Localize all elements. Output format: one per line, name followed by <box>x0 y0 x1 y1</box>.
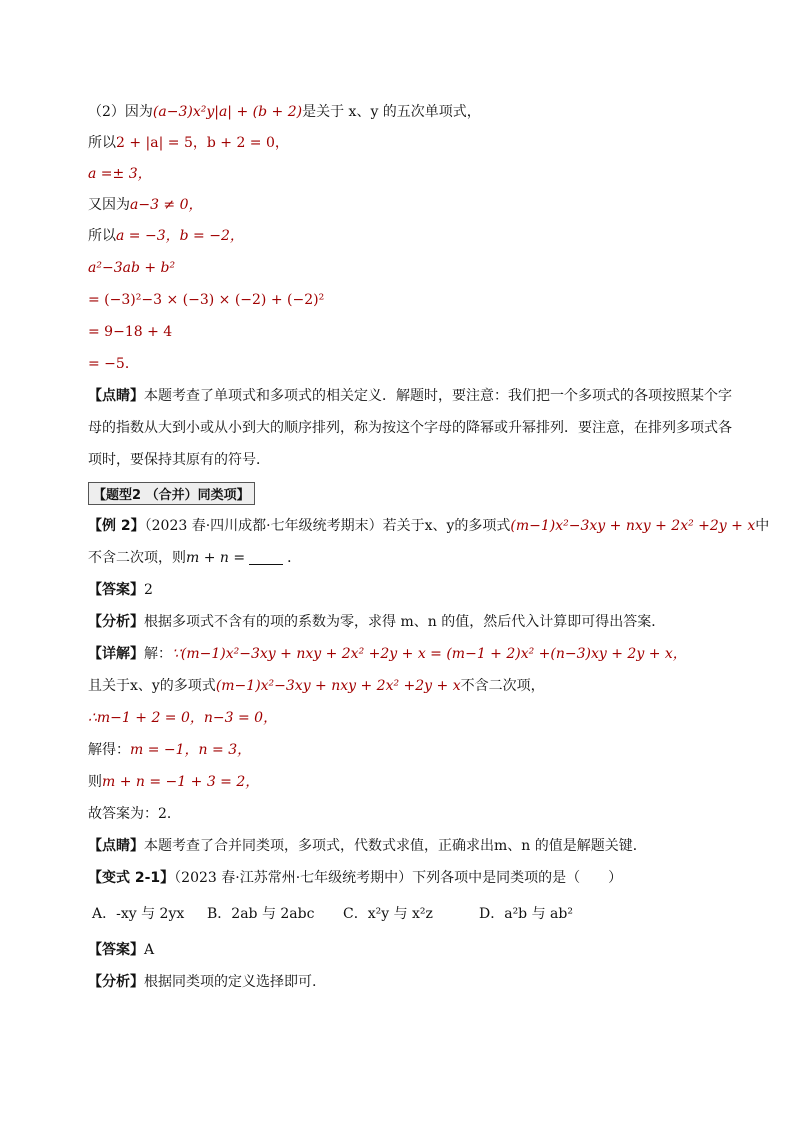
math: (a−3)x²y|a| + (b + 2) <box>152 104 303 120</box>
detail-line-4: 解得：m = −1，n = 3， <box>88 742 252 758</box>
answer1-line: 【答案】2 <box>88 582 153 598</box>
math: ∴m−1 + 2 = 0，n−3 = 0， <box>88 710 278 726</box>
section-heading: 【题型2 （合并）同类项】 <box>88 482 255 505</box>
option-a: A．-xy 与 2yx <box>92 906 185 922</box>
math: = 9−18 + 4 <box>88 324 173 340</box>
detail-line-3 <box>88 708 277 728</box>
detail-line-6: 故答案为：2． <box>88 806 181 822</box>
part2-line-4: 又因为a−3 ≠ 0， <box>88 197 203 213</box>
section-label: 【答案】 <box>88 942 144 958</box>
dianjing2-line: 【点睛】本题考查了合并同类项，多项式，代数式求值，正确求出m、n 的值是解题关键． <box>88 838 647 854</box>
section-label: 【答案】 <box>88 582 144 598</box>
option-b: B．2ab 与 2abc <box>207 906 315 922</box>
math: (m−1)x²−3xy + nxy + 2x² +2y + x <box>510 518 756 534</box>
part2-line-9 <box>88 354 139 374</box>
math: m = −1，n = 3， <box>130 742 252 758</box>
answer2-line: 【答案】A <box>88 942 155 958</box>
section-label: 【点睛】 <box>88 838 144 854</box>
part2-line-1: （2）因为(a−3)x²y|a| + (b + 2)是关于 x、y 的五次单项式， <box>88 104 481 120</box>
variant-line: 【变式 2-1】（2023 春·江苏常州·七年级统考期中）下列各项中是同类项的是（ ） <box>88 870 623 886</box>
math: ∵(m−1)x²−3xy + nxy + 2x² +2y + x = (m−1 + 2)x² +(n−3)xy + 2y + x， <box>172 646 687 662</box>
dianjing1-line-3: 项时，要保持其原有的符号． <box>88 452 270 468</box>
math: a²−3ab + b² <box>88 260 176 276</box>
section-label: 【变式 2-1】 <box>88 870 175 886</box>
math: m + n = −1 + 3 = 2， <box>102 774 260 790</box>
math: = (−3)²−3 × (−3) × (−2) + (−2)² <box>88 292 325 308</box>
part2-line-7 <box>88 290 324 310</box>
math: a =± 3， <box>88 166 152 182</box>
part2-line-6 <box>88 258 175 278</box>
dianjing1-line-1: 【点睛】本题考查了单项式和多项式的相关定义．解题时，要注意：我们把一个多项式的各项按照某个字 <box>88 388 732 404</box>
analysis2-line: 【分析】根据同类项的定义选择即可. <box>88 974 317 990</box>
part2-line-5: 所以a = −3，b = −2， <box>88 228 244 244</box>
example2-line-1: 【例 2】（2023 春·四川成都·七年级统考期末）若关于x、y的多项式(m−1)x²−3xy + nxy + 2x² +2y + x中 <box>88 518 770 534</box>
options-row <box>92 904 573 924</box>
math: a−3 ≠ 0， <box>130 197 203 213</box>
dianjing1-line-2: 母的指数从大到小或从小到大的顺序排列，称为按这个字母的降幂或升幂排列．要注意，在排列多项式各 <box>88 420 732 436</box>
part2-line-3 <box>88 164 152 184</box>
part2-line-8 <box>88 322 172 342</box>
section-label: 【例 2】 <box>88 518 145 534</box>
section-label: 【分析】 <box>88 974 144 990</box>
math: = −5． <box>88 356 139 372</box>
math: m + n = <box>186 550 246 566</box>
detail-line-2: 且关于x、y的多项式(m−1)x²−3xy + nxy + 2x² +2y + x不含二次项， <box>88 678 545 694</box>
example2-line-2: 不含二次项，则m + n = ． <box>88 550 302 566</box>
section-label: 【分析】 <box>88 614 144 630</box>
part2-line-2: 所以2 + |a| = 5，b + 2 = 0， <box>88 135 289 151</box>
math: (m−1)x²−3xy + nxy + 2x² +2y + x <box>215 678 461 694</box>
detail-line-1: 【详解】解：∵(m−1)x²−3xy + nxy + 2x² +2y + x = (m−1 + 2)x² +(n−3)xy + 2y + x， <box>88 646 687 662</box>
math: 2 + |a| = 5，b + 2 = 0， <box>116 135 289 151</box>
option-d: D．a²b 与 ab² <box>479 906 573 922</box>
section-label: 【点睛】 <box>88 388 144 404</box>
math: a = −3，b = −2， <box>116 228 244 244</box>
detail-line-5: 则m + n = −1 + 3 = 2， <box>88 774 260 790</box>
answer-blank <box>249 550 283 565</box>
option-c: C．x²y 与 x²z <box>343 906 433 922</box>
section-label: 【详解】 <box>88 646 144 662</box>
analysis1-line: 【分析】根据多项式不含有的项的系数为零，求得 m、n 的值，然后代入计算即可得出答案． <box>88 614 666 630</box>
